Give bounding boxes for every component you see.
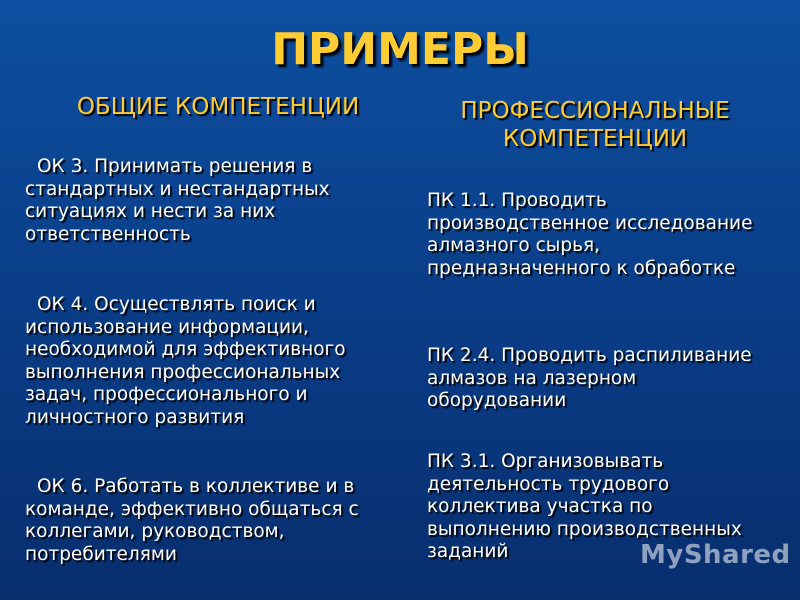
general-competencies-heading: ОБЩИЕ КОМПЕТЕНЦИИ: [76, 94, 360, 120]
professional-competency-pk11: ПК 1.1. Проводить производственное исследование алмазного сырья, предназначенного к обработке: [427, 190, 753, 279]
professional-competency-pk31: ПК 3.1. Организовывать деятельность трудового коллектива участка по выполнению производственных заданий: [427, 451, 742, 562]
professional-competencies-heading: ПРОФЕССИОНАЛЬНЫЕ КОМПЕТЕНЦИИ: [460, 98, 730, 152]
professional-competency-pk24: ПК 2.4. Проводить распиливание алмазов на лазерном оборудовании: [427, 345, 752, 411]
watermark: MyShared: [640, 540, 791, 570]
general-competency-ok4: ОК 4. Осуществлять поиск и использование информации, необходимой для эффективного выполнения профессиональных задач, профессионального и личностного развития: [25, 294, 346, 428]
slide-title: ПРИМЕРЫ: [271, 24, 529, 75]
general-competency-ok6: ОК 6. Работать в коллективе и в команде, эффективно общаться с коллегами, руководством, потребителями: [25, 476, 359, 565]
general-competency-ok3: ОК 3. Принимать решения в стандартных и нестандартных ситуациях и нести за них ответственность: [25, 156, 330, 245]
